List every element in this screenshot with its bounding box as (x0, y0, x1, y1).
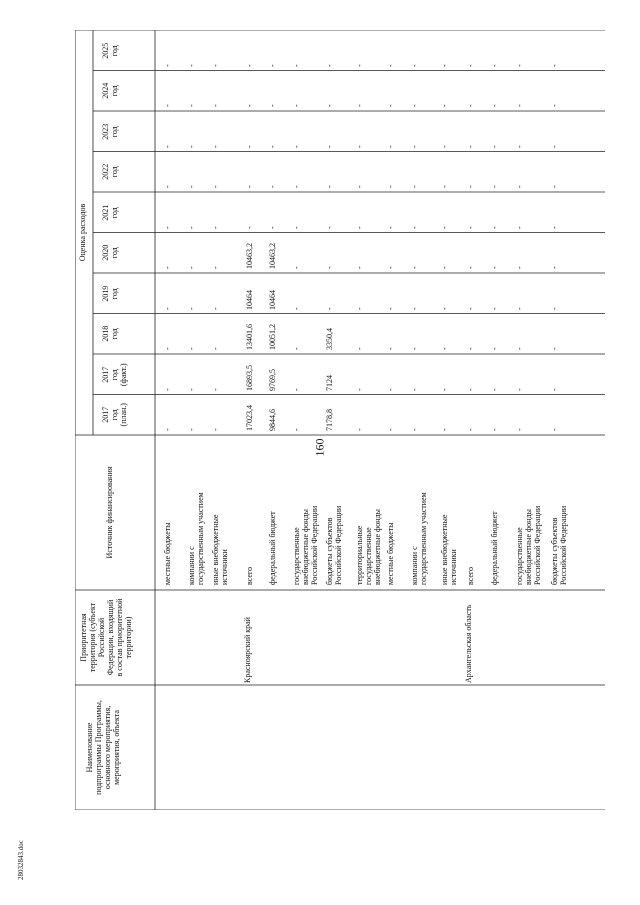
value-cell: - (410, 306, 419, 310)
value-cell: - (410, 144, 419, 148)
value-cell: - (490, 347, 499, 350)
funding-source-14-line: бюджеты субъектов (550, 517, 559, 585)
value-cell: - (410, 387, 419, 391)
value-cell: - (490, 63, 499, 67)
header-expense-estimate: Оценка расходов (78, 203, 87, 262)
value-cell: - (355, 225, 364, 229)
value-cell: - (292, 266, 301, 269)
value-cell: - (440, 387, 449, 391)
value-cell: - (245, 144, 254, 148)
funding-source-14 (550, 435, 580, 585)
value-cell: - (410, 347, 419, 350)
value-cell: - (515, 347, 524, 350)
value-cell: - (245, 185, 254, 188)
header-year-0-line: (план.) (119, 403, 128, 427)
header-year-5 (101, 192, 151, 233)
header-year-3-line: 2019 (101, 285, 110, 302)
value-cell: - (440, 428, 449, 431)
value-cell: - (515, 104, 524, 107)
expenditure-table (75, 30, 605, 810)
value-cell: - (466, 144, 475, 148)
value-cell: - (325, 144, 334, 148)
value-cell: - (355, 428, 364, 431)
header-priority-territory-line: Приоритетная (79, 613, 88, 662)
header-priority-territory-line: Федерации, входящий (106, 599, 115, 676)
value-cell: - (292, 347, 301, 350)
value-cell: - (187, 225, 196, 229)
header-program-name (85, 685, 155, 810)
funding-source-9-line: государственным участием (419, 492, 428, 585)
value-cell: - (440, 347, 449, 350)
value-cell: - (386, 266, 395, 269)
value-cell: - (292, 387, 301, 391)
funding-source-14-line: Российской Федерации (559, 505, 568, 585)
value-cell: 9844,6 (268, 409, 277, 431)
funding-source-2 (211, 435, 241, 585)
value-cell: - (245, 104, 254, 107)
value-cell: 13401,6 (245, 324, 254, 350)
value-cell: - (211, 428, 220, 431)
value-cell: - (355, 306, 364, 310)
value-cell: - (292, 63, 301, 67)
header-priority-territory-line: территория (субъект (88, 602, 97, 673)
funding-source-2-line: иные внебюджетные (211, 514, 220, 585)
value-cell: - (440, 63, 449, 67)
value-cell: - (163, 225, 172, 229)
value-cell: - (386, 387, 395, 391)
value-cell: - (187, 63, 196, 67)
value-cell: - (410, 266, 419, 269)
value-cell: - (187, 306, 196, 310)
header-funding-source-line: Источник финансирования (105, 466, 114, 559)
value-cell: - (268, 63, 277, 67)
value-cell: - (490, 387, 499, 391)
funding-source-4-line: федеральный бюджет (268, 511, 277, 585)
value-cell: - (355, 387, 364, 391)
value-cell: - (163, 387, 172, 391)
header-year-0-line: 2017 (101, 406, 110, 423)
funding-source-13-line: Российской Федерации (533, 505, 542, 585)
header-priority-territory-line: Российской (97, 617, 106, 658)
value-cell: - (466, 266, 475, 269)
value-cell: - (515, 387, 524, 391)
funding-source-1-line: компании с (187, 546, 196, 585)
header-funding-source (105, 435, 145, 590)
header-year-6-line: год (110, 166, 119, 178)
funding-source-7-line: территориальные (355, 525, 364, 585)
value-cell: - (211, 225, 220, 229)
value-cell: - (355, 104, 364, 107)
value-cell: - (163, 428, 172, 431)
value-cell: - (187, 104, 196, 107)
value-cell: - (466, 185, 475, 188)
region-label: Архангельская область (464, 604, 473, 683)
funding-source-12-line: федеральный бюджет (490, 511, 499, 585)
value-cell: - (466, 428, 475, 431)
value-cell: - (550, 225, 559, 229)
funding-source-7-line: государственные (364, 527, 373, 585)
value-cell: - (550, 428, 559, 431)
value-cell: - (440, 266, 449, 269)
value-cell: - (515, 266, 524, 269)
value-cell: - (440, 185, 449, 188)
value-cell: - (292, 428, 301, 431)
header-year-5-line: год (110, 206, 119, 218)
value-cell: - (292, 185, 301, 188)
value-cell: - (550, 63, 559, 67)
value-cell: - (187, 387, 196, 391)
funding-source-7 (355, 435, 385, 585)
funding-source-13-line: государственные (515, 527, 524, 585)
value-cell: - (466, 225, 475, 229)
value-cell: - (325, 306, 334, 310)
value-cell: - (490, 306, 499, 310)
value-cell: - (163, 144, 172, 148)
header-year-7-line: 2023 (101, 123, 110, 140)
value-cell: - (386, 428, 395, 431)
value-cell: - (466, 387, 475, 391)
value-cell: - (325, 225, 334, 229)
value-cell: - (211, 306, 220, 310)
value-cell: - (466, 347, 475, 350)
value-cell: 9769,5 (268, 368, 277, 391)
footer-doc-code: 28032843.doc (17, 840, 25, 880)
header-year-2-line: год (110, 328, 119, 340)
header-year-1-line: (факт.) (119, 362, 128, 386)
header-year-9 (101, 30, 151, 71)
header-priority-territory-line: территории) (124, 616, 133, 659)
header-program-name-line: мероприятия, объекта (112, 710, 121, 785)
value-cell: - (268, 144, 277, 148)
funding-source-6 (325, 435, 355, 585)
header-year-6-line: 2022 (101, 163, 110, 180)
value-cell: 3350,4 (325, 328, 334, 350)
funding-source-6-line: Российской Федерации (334, 505, 343, 585)
value-cell: - (490, 185, 499, 188)
funding-source-10-line: источники (449, 549, 458, 585)
funding-source-8-line: местные бюджеты (386, 522, 395, 585)
value-cell: - (211, 347, 220, 350)
header-year-3-line: год (110, 287, 119, 299)
value-cell: - (440, 225, 449, 229)
value-cell: - (515, 63, 524, 67)
value-cell: - (325, 63, 334, 67)
value-cell: - (325, 266, 334, 269)
funding-source-5-line: государственные (292, 527, 301, 585)
funding-source-13 (515, 435, 545, 585)
value-cell: - (410, 225, 419, 229)
value-cell: - (187, 266, 196, 269)
header-year-2 (101, 314, 151, 355)
value-cell: - (355, 266, 364, 269)
header-year-1-line: год (110, 368, 119, 380)
funding-source-6-line: бюджеты субъектов (325, 517, 334, 585)
value-cell: - (386, 185, 395, 188)
header-year-8 (101, 71, 151, 112)
value-cell: - (490, 104, 499, 107)
header-year-4 (101, 233, 151, 274)
value-cell: 10464 (268, 289, 277, 310)
value-cell: - (211, 266, 220, 269)
value-cell: - (515, 144, 524, 148)
value-cell: - (292, 104, 301, 107)
value-cell: - (355, 347, 364, 350)
funding-source-0-line: местные бюджеты (163, 522, 172, 585)
value-cell: - (211, 387, 220, 391)
header-program-name-line: подпрограммы Программы, (94, 700, 103, 795)
value-cell: - (163, 306, 172, 310)
value-cell: - (187, 144, 196, 148)
value-cell: 7178,8 (325, 409, 334, 431)
funding-source-3-line: всего (245, 566, 254, 585)
value-cell: - (163, 347, 172, 350)
value-cell: - (386, 225, 395, 229)
value-cell: 17023,4 (245, 405, 254, 431)
value-cell: - (490, 225, 499, 229)
value-cell: - (466, 306, 475, 310)
value-cell: - (187, 428, 196, 431)
funding-source-5-line: внебюджетные фонды (301, 509, 310, 585)
value-cell: - (325, 185, 334, 188)
header-year-3 (101, 273, 151, 314)
funding-source-5 (292, 435, 322, 585)
header-year-2-line: 2018 (101, 325, 110, 342)
value-cell: - (440, 306, 449, 310)
value-cell: - (211, 185, 220, 188)
value-cell: - (466, 63, 475, 67)
value-cell: - (163, 104, 172, 107)
value-cell: - (355, 185, 364, 188)
funding-source-10-line: иные внебюджетные (440, 514, 449, 585)
funding-source-1-line: государственным участием (196, 492, 205, 585)
funding-source-11-line: всего (466, 566, 475, 585)
header-year-9-line: 2025 (101, 42, 110, 59)
value-cell: - (355, 63, 364, 67)
value-cell: 10051,2 (268, 324, 277, 350)
value-cell: - (386, 63, 395, 67)
header-program-name-line: Наименование (85, 722, 94, 773)
region-label: Красноярский край (243, 617, 252, 683)
value-cell: - (410, 63, 419, 67)
value-cell: - (163, 266, 172, 269)
value-cell: - (550, 347, 559, 350)
value-cell: 10463,2 (268, 243, 277, 269)
value-cell: 10463,2 (245, 243, 254, 269)
value-cell: - (268, 104, 277, 107)
value-cell: - (550, 306, 559, 310)
value-cell: - (515, 225, 524, 229)
header-year-1 (101, 354, 151, 395)
value-cell: - (550, 144, 559, 148)
value-cell: - (515, 306, 524, 310)
header-year-8-line: 2024 (101, 82, 110, 99)
header-year-0-line: год (110, 409, 119, 421)
header-year-5-line: 2021 (101, 204, 110, 221)
value-cell: 7124 (325, 374, 334, 391)
header-year-0 (101, 395, 151, 436)
value-cell: - (410, 185, 419, 188)
value-cell: - (245, 225, 254, 229)
value-cell: - (163, 63, 172, 67)
value-cell: - (292, 144, 301, 148)
value-cell: - (386, 144, 395, 148)
value-cell: - (211, 63, 220, 67)
value-cell: 10464 (245, 289, 254, 310)
value-cell: - (325, 104, 334, 107)
funding-source-2-line: источники (220, 549, 229, 585)
funding-source-9 (410, 435, 440, 585)
value-cell: - (163, 185, 172, 188)
value-cell: - (292, 306, 301, 310)
value-cell: - (187, 347, 196, 350)
value-cell: 16893,5 (245, 364, 254, 391)
header-priority-territory (79, 590, 155, 685)
header-year-4-line: 2020 (101, 244, 110, 261)
value-cell: - (440, 144, 449, 148)
header-year-7-line: год (110, 125, 119, 137)
value-cell: - (410, 104, 419, 107)
header-program-name-line: основного мероприятия, (103, 705, 112, 790)
funding-source-5-line: Российской Федерации (310, 505, 319, 585)
value-cell: - (292, 225, 301, 229)
header-year-9-line: год (110, 44, 119, 56)
header-year-7 (101, 111, 151, 152)
value-cell: - (355, 144, 364, 148)
value-cell: - (386, 347, 395, 350)
value-cell: - (550, 266, 559, 269)
value-cell: - (386, 306, 395, 310)
value-cell: - (187, 185, 196, 188)
value-cell: - (490, 428, 499, 431)
funding-source-9-line: компании с (410, 546, 419, 585)
header-year-4-line: год (110, 247, 119, 259)
value-cell: - (245, 63, 254, 67)
funding-source-7-line: внебюджетные фонды (373, 509, 382, 585)
value-cell: - (550, 387, 559, 391)
value-cell: - (550, 104, 559, 107)
value-cell: - (550, 185, 559, 188)
value-cell: - (211, 144, 220, 148)
header-year-6 (101, 152, 151, 193)
value-cell: - (440, 104, 449, 107)
value-cell: - (490, 266, 499, 269)
page-number: 160 (312, 438, 327, 457)
value-cell: - (386, 104, 395, 107)
value-cell: - (410, 428, 419, 431)
value-cell: - (268, 225, 277, 229)
value-cell: - (466, 104, 475, 107)
value-cell: - (211, 104, 220, 107)
value-cell: - (515, 185, 524, 188)
funding-source-13-line: внебюджетные фонды (524, 509, 533, 585)
header-year-1-line: 2017 (101, 366, 110, 383)
value-cell: - (490, 144, 499, 148)
value-cell: - (268, 185, 277, 188)
value-cell: - (515, 428, 524, 431)
header-year-8-line: год (110, 85, 119, 97)
header-priority-territory-line: в состав приоритетной (115, 598, 124, 677)
